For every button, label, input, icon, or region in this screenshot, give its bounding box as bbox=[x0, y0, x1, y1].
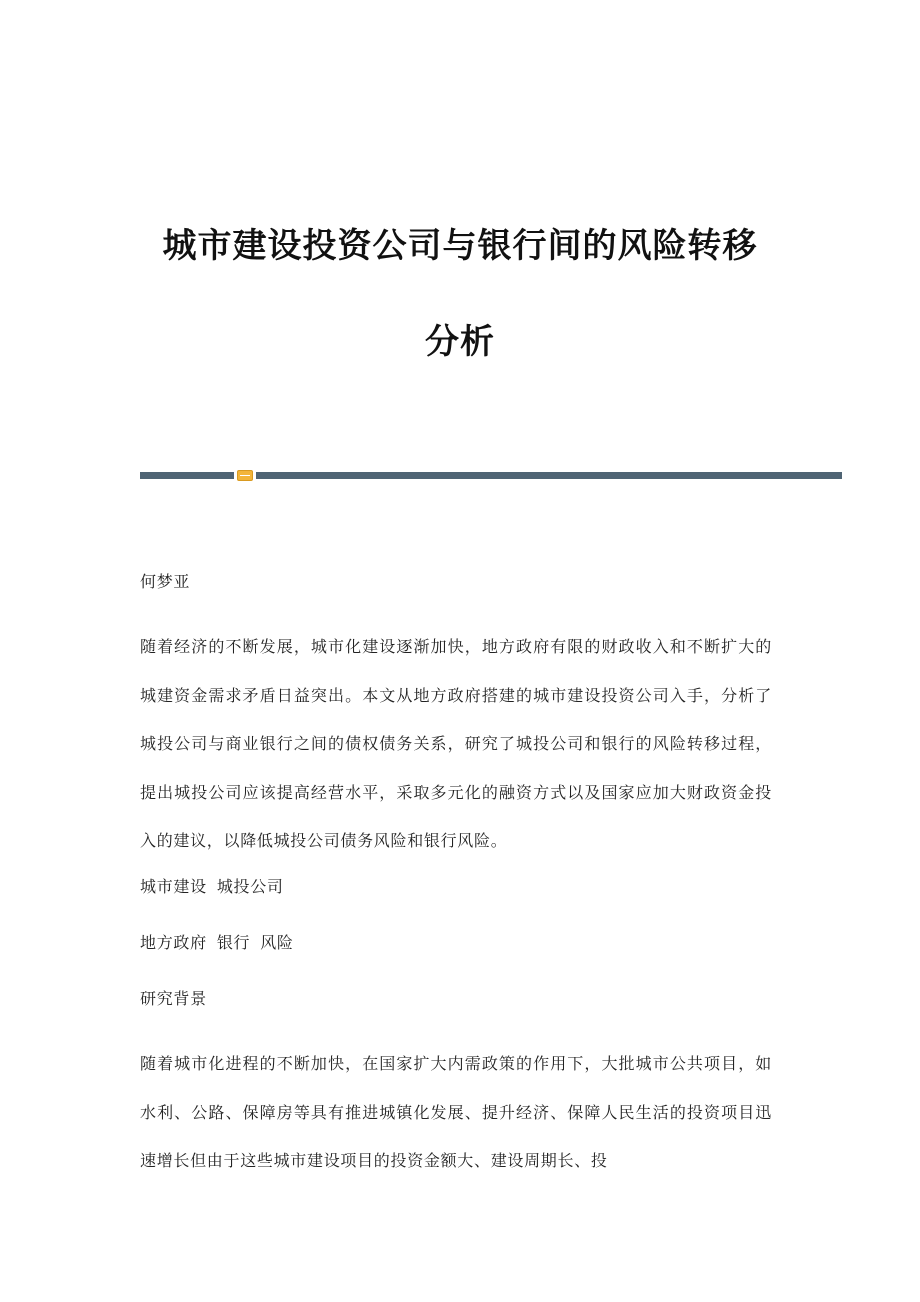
envelope-icon bbox=[237, 470, 253, 481]
document-title-line2: 分析 bbox=[425, 322, 495, 362]
keyword: 银行 bbox=[216, 933, 251, 952]
keyword: 风险 bbox=[260, 933, 294, 952]
keyword: 地方政府 bbox=[140, 933, 207, 952]
keywords-line2 bbox=[140, 930, 772, 953]
section-heading: 研究背景 bbox=[140, 989, 207, 1008]
keyword: 城投公司 bbox=[216, 877, 284, 896]
keyword: 城市建设 bbox=[140, 877, 207, 896]
title-divider bbox=[140, 470, 842, 480]
divider-left-segment bbox=[140, 472, 234, 479]
keywords-line1 bbox=[140, 874, 772, 897]
body-paragraph: 随着城市化进程的不断加快，在国家扩大内需政策的作用下，大批城市公共项目，如水利、公路、保障房等具有推进城镇化发展、提升经济、保障人民生活的投资项目迅速增长但由于这些城市建设项目的投资金额大、建设周期长、投 bbox=[140, 1054, 772, 1171]
document-title-line1: 城市建设投资公司与银行间的风险转移 bbox=[162, 226, 758, 266]
abstract-paragraph: 随着经济的不断发展，城市化建设逐渐加快，地方政府有限的财政收入和不断扩大的城建资金需求矛盾日益突出。本文从地方政府搭建的城市建设投资公司入手，分析了城投公司与商业银行之间的债权债务关系，研究了城投公司和银行的风险转移过程，提出城投公司应该提高经营水平，采取多元化的融资方式以及国家应加大财政资金投入的建议，以降低城投公司债务风险和银行风险。 bbox=[140, 637, 772, 851]
author-name: 何梦亚 bbox=[140, 572, 191, 591]
divider-right-segment bbox=[256, 472, 842, 479]
